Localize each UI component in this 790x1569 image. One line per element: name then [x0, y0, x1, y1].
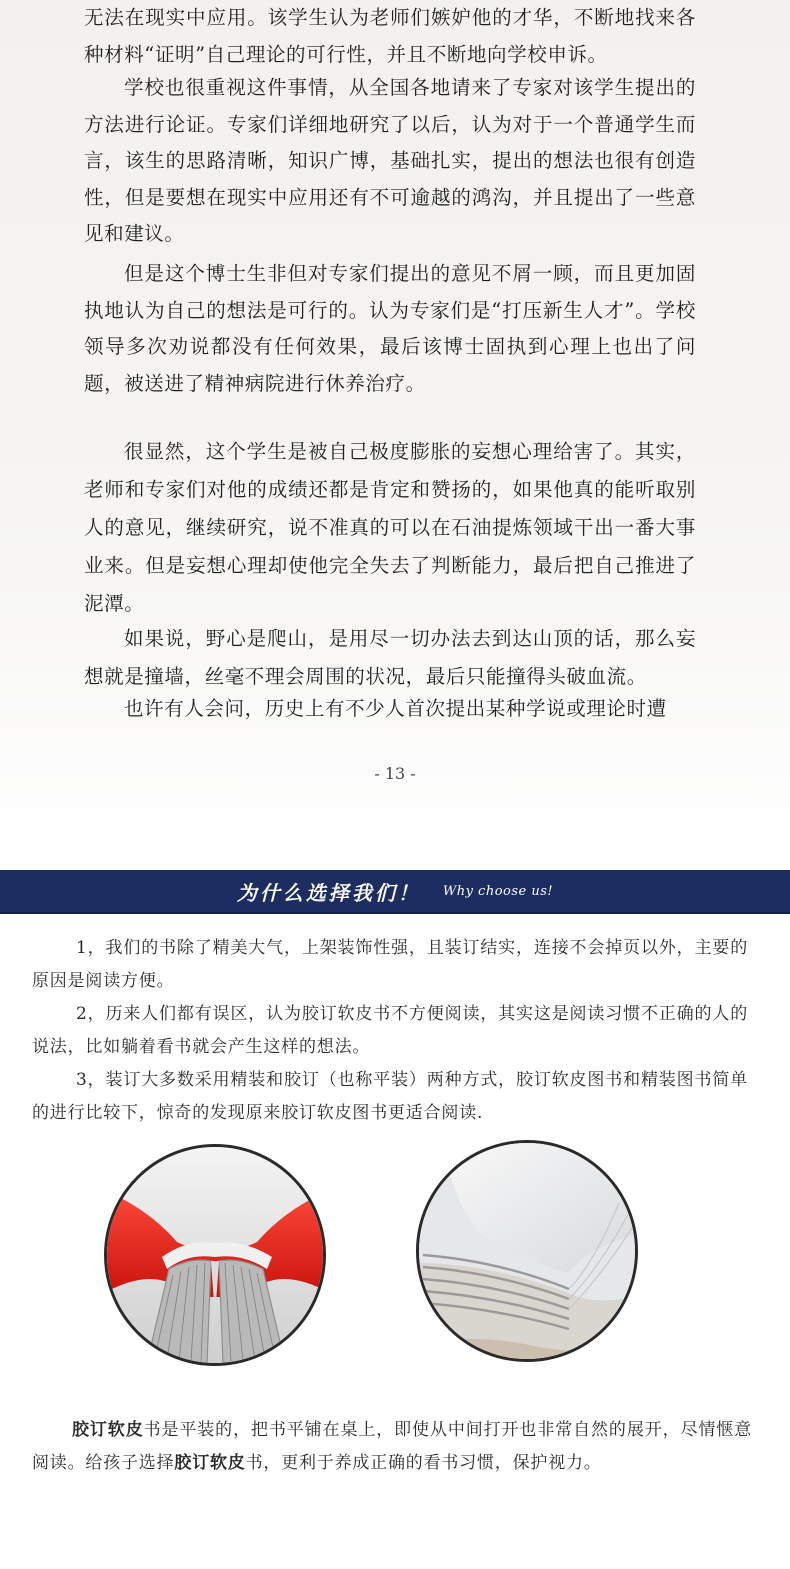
why-choose-us-banner: [0, 870, 790, 914]
book-paragraph-6: 也许有人会问，历史上有不少人首次提出某种学说或理论时遭: [124, 697, 667, 720]
paperback-book-illustration: [419, 1143, 635, 1359]
banner-title-en: Why choose us!: [442, 883, 554, 899]
hardcover-book-photo: [104, 1144, 326, 1366]
bottom-text-part-2: 书，更利于养成正确的看书习惯，保护视力。: [245, 1453, 602, 1473]
bottom-paragraph: [32, 1414, 752, 1480]
why-point-2: 2，历来人们都有误区，认为胶订软皮书不方便阅读，其实这是阅读习惯不正确的人的说法，比如躺着看书就会产生这样的想法。: [32, 1004, 748, 1057]
paperback-emphasis-2: 胶订软皮: [174, 1453, 246, 1473]
banner-title-cn: 为什么选择我们！: [236, 880, 421, 905]
page-number: - 13 -: [374, 764, 416, 783]
bottom-description: [32, 1414, 752, 1480]
book-paragraph-5: 如果说，野心是爬山，是用尽一切办法去到达山顶的话，那么妄想就是撞墙，丝毫不理会周围的状况，最后只能撞得头破血流。: [84, 627, 696, 688]
bottom-text-part-1: 书是平装的，把书平铺在桌上，即使从中间打开也非常自然的展开，尽情惬意阅读。给孩子选择: [32, 1420, 752, 1473]
why-us-list: [32, 932, 748, 1130]
book-paragraph-2: 学校也很重视这件事情，从全国各地请来了专家对该学生提出的方法进行论证。专家们详细地研究了以后，认为对于一个普通学生而言，该生的思路清晰，知识广博，基础扎实，提出的想法也很有创造性，但是要想在现实中应用还有不可逾越的鸿沟，并且提出了一些意见和建议。: [84, 76, 696, 245]
book-paragraph-1: 无法在现实中应用。该学生认为老师们嫉妒他的才华，不断地找来各种材料“证明”自己理论的可行性，并且不断地向学校申诉。: [84, 6, 696, 66]
paperback-book-photo: [416, 1140, 638, 1362]
why-point-1: 1，我们的书除了精美大气，上架装饰性强，且装订结实，连接不会掉页以外，主要的原因是阅读方便。: [32, 938, 748, 991]
hardcover-book-illustration: [107, 1147, 323, 1363]
book-paragraph-3: 但是这个博士生非但对专家们提出的意见不屑一顾，而且更加固执地认为自己的想法是可行的。认为专家们是“打压新生人才”。学校领导多次劝说都没有任何效果，最后该博士固执到心理上也出了问题，被送进了精神病院进行休养治疗。: [84, 262, 696, 395]
why-point-3: 3，装订大多数采用精装和胶订（也称平装）两种方式，胶订软皮图书和精装图书简单的进行比较下，惊奇的发现原来胶订软皮图书更适合阅读.: [32, 1070, 748, 1123]
paperback-emphasis-1: 胶订软皮: [72, 1420, 144, 1440]
book-paragraph-4: 很显然，这个学生是被自己极度膨胀的妄想心理给害了。其实，老师和专家们对他的成绩还都是肯定和赞扬的，如果他真的能听取别人的意见，继续研究，说不准真的可以在石油提炼领域干出一番大事业来。但是妄想心理却使他完全失去了判断能力，最后把自己推进了泥潭。: [84, 440, 696, 615]
